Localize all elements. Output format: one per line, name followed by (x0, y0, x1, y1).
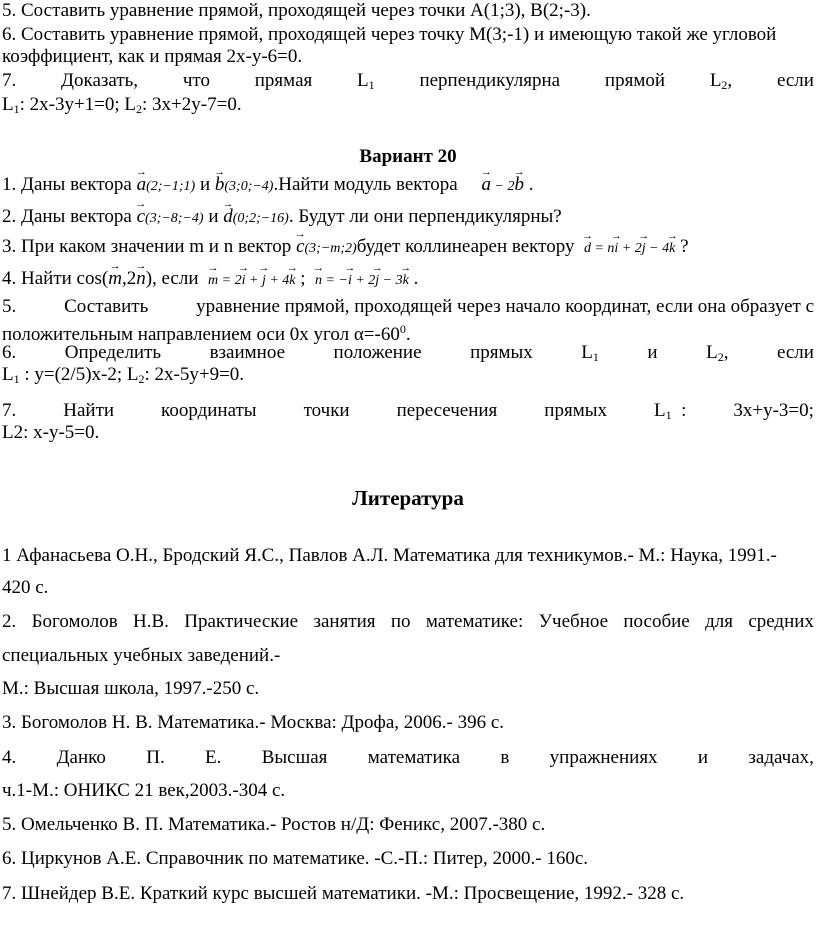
ref-4-cont: ч.1-М.: ОНИКС 21 век,2003.-304 с. (2, 780, 286, 801)
task-5-cont: положительным направлением оси 0х угол $\alpha=-60^0$. (2, 322, 411, 345)
task-7-prev: 7. Доказать, что прямая $L_1$ перпендикулярна прямой $L_2$, если (2, 70, 814, 92)
ref-3: 3. Богомолов Н. В. Математика.- Москва: Дрофа, 2006.- 396 с. (2, 712, 505, 733)
task-6-prev-cont: коэффициент, как и прямая 2х-у-6=0. (2, 46, 303, 67)
ref-5: 5. Омельченко В. П. Математика.- Ростов н/Д: Феникс, 2007.-380 с. (2, 814, 546, 835)
ref-4: 4. Данко П. Е. Высшая математика в упражнениях и задачах, (2, 747, 814, 768)
task-7-cont: L2: х-у-5=0. (2, 422, 100, 443)
ref-2-cont2: М.: Высшая школа, 1997.-250 с. (2, 678, 260, 699)
task-5: 5. Составить уравнение прямой, проходящей через начало координат, если она образует с (2, 296, 814, 317)
task-7-prev-cont: $L_1$: 2х-3у+1=0; $L_2$: 3х+2у-7=0. (2, 94, 242, 116)
task-5-prev: 5. Составить уравнение прямой, проходящей через точки А(1;3), В(2;-3). (2, 0, 591, 21)
variant-title: Вариант 20 (359, 146, 457, 167)
task-6: 6. Определить взаимное положение прямых $L_1$ и $L_2$, если (2, 342, 814, 364)
ref-1-cont: 420 с. (2, 577, 49, 598)
ref-2: 2. Богомолов Н.В. Практические занятия по математике: Учебное пособие для средних (2, 611, 814, 632)
task-6-cont: $L_1$ : у=(2/5)х-2; $L_2$: 2х-5у+9=0. (2, 364, 245, 386)
ref-2-cont: специальных учебных заведений.- (2, 645, 281, 666)
task-2: 2. Даны вектора → c(3;−8;−4) и → d(0;2;−16). Будут ли они перпендикулярны? (2, 206, 814, 230)
task-7: 7. Найти координаты точки пересечения прямых $L_1$ : 3х+у-3=0; (2, 400, 814, 422)
task-4: 4. Найти cos(→ m,2→ n), если → m = 2→ i + → j + 4→ k ; → n = −→ i + 2→ j − 3→ k . (2, 268, 814, 292)
ref-7: 7. Шнейдер В.Е. Краткий курс высшей математики. -М.: Просвещение, 1992.- 328 с. (2, 883, 685, 904)
task-3: 3. При каком значении m и n вектор → c(3;−m;2)будет коллинеарен вектору → d = n→ i + 2→ j − 4→ k ? (2, 236, 814, 260)
ref-6: 6. Циркунов А.Е. Справочник по математике. -С.-П.: Питер, 2000.- 160с. (2, 848, 589, 869)
task-6-prev: 6. Составить уравнение прямой, проходящей через точку М(3;-1) и имеющую такой же угловой (2, 24, 777, 45)
task-1: 1. Даны вектора → a(2;−1;1) и → b(3;0;−4).Найти модуль вектора → a − 2→ b . (2, 174, 814, 198)
ref-1: 1 Афанасьева О.Н., Бродский Я.С., Павлов А.Л. Математика для техникумов.- М.: Наука, 1991.- (2, 545, 777, 566)
literature-title: Литература (352, 486, 464, 510)
